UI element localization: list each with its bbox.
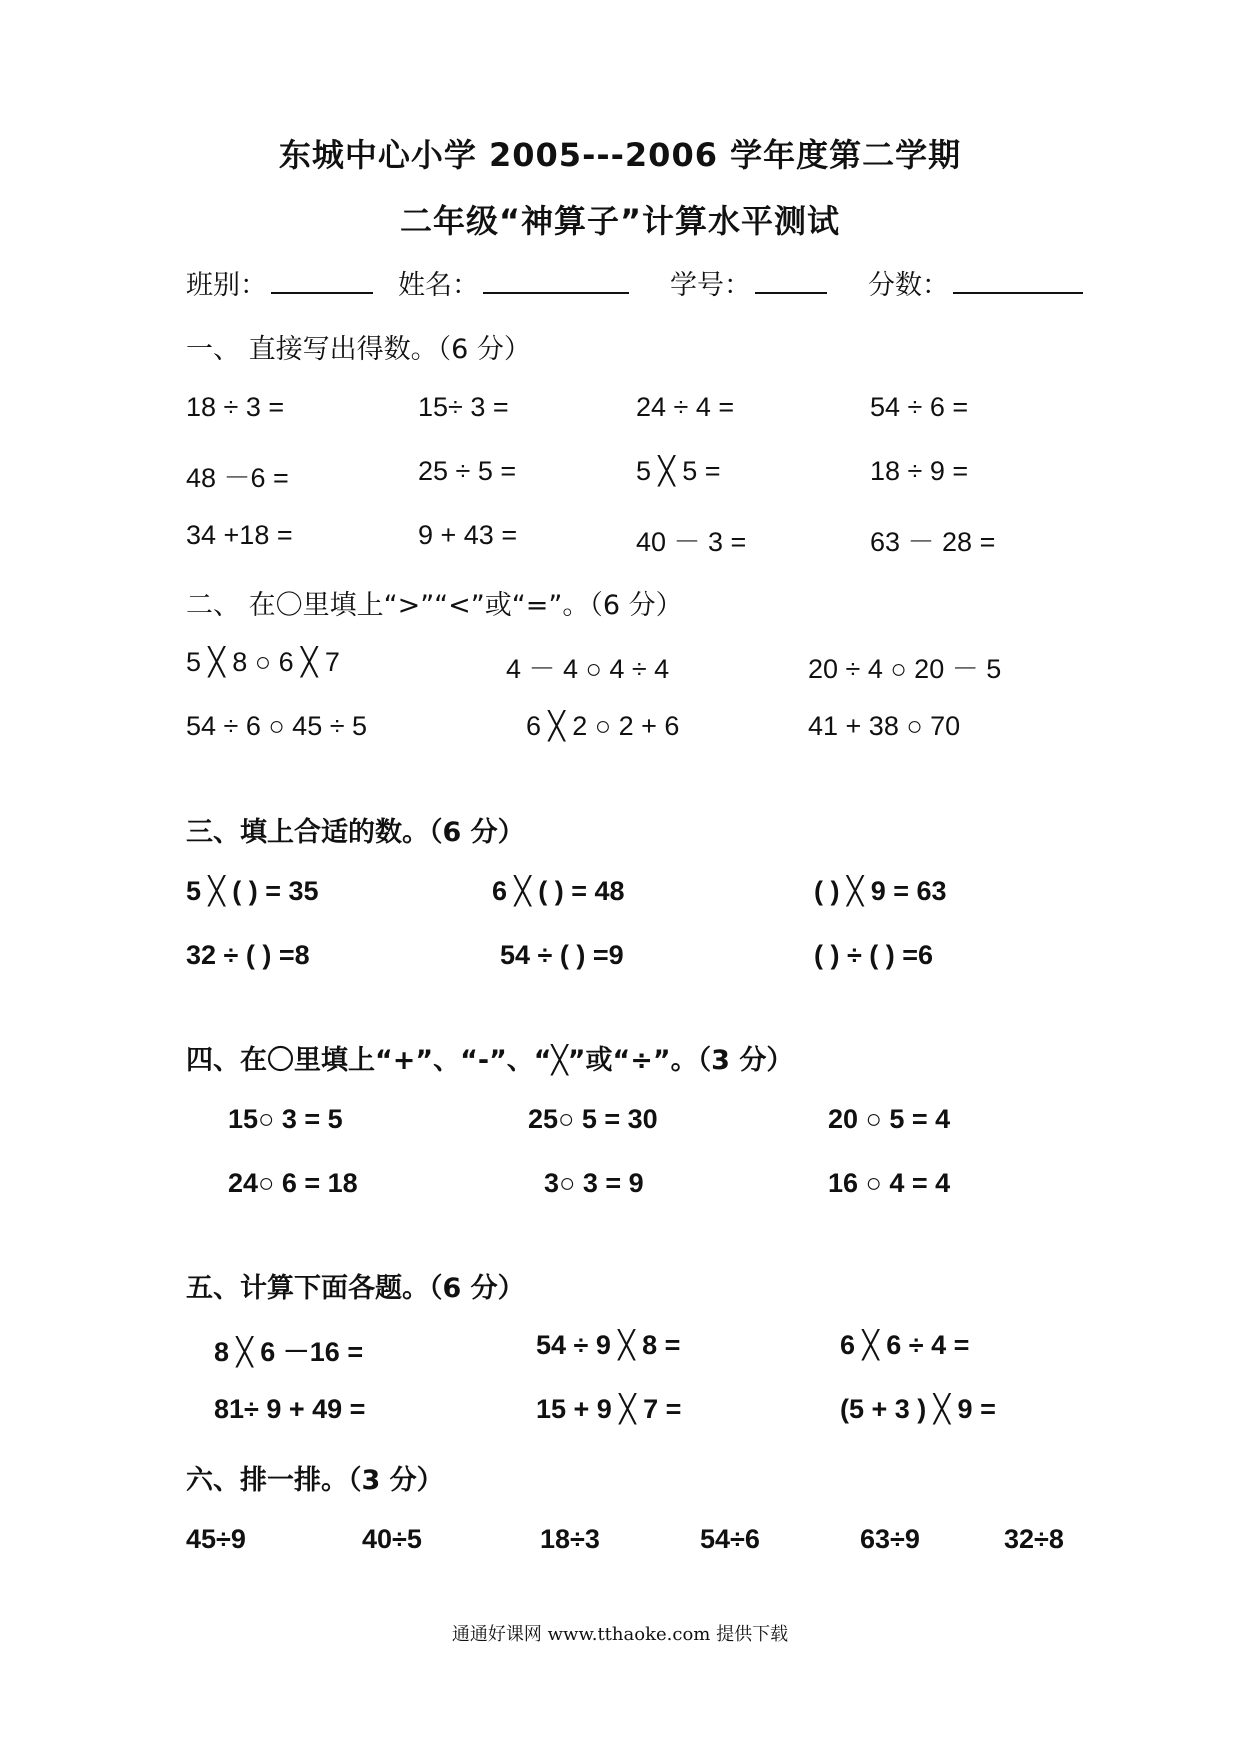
s5-problem: 15 + 9 ╳ 7 = <box>536 1394 682 1424</box>
section-5-heading: 五、计算下面各题。（6 分） <box>186 1273 525 1304</box>
score-field <box>868 263 1083 302</box>
s3-problem: ( ) ÷ ( ) =6 <box>814 940 934 970</box>
class-blank[interactable] <box>271 268 373 294</box>
page-title: 东城中心小学 2005---2006 学年度第二学期 <box>278 136 962 174</box>
s1-problem: 18 ÷ 9 = <box>870 456 969 486</box>
s1-problem: 25 ÷ 5 = <box>418 456 517 486</box>
s4-problem: 24○ 6 = 18 <box>228 1168 358 1198</box>
s6-item: 63÷9 <box>860 1524 920 1554</box>
s4-problem: 20 ○ 5 = 4 <box>828 1104 951 1134</box>
s6-item: 18÷3 <box>540 1524 600 1554</box>
s4-problem: 16 ○ 4 = 4 <box>828 1168 951 1198</box>
section-2-heading: 二、 在〇里填上“>”“<”或“=”。（6 分） <box>186 590 683 621</box>
s1-problem: 54 ÷ 6 = <box>870 392 969 422</box>
s1-problem: 40 － 3 = <box>636 527 747 557</box>
s3-problem: 32 ÷ ( ) =8 <box>186 940 310 970</box>
s3-problem: ( ) ╳ 9 = 63 <box>814 876 947 906</box>
s3-problem: 5 ╳ ( ) = 35 <box>186 876 319 906</box>
s5-problem: 8 ╳ 6 －16 = <box>214 1337 364 1367</box>
score-blank[interactable] <box>953 268 1083 294</box>
score-label: 分数： <box>868 270 949 301</box>
name-field <box>398 263 629 302</box>
s6-item: 45÷9 <box>186 1524 246 1554</box>
s6-item: 40÷5 <box>362 1524 422 1554</box>
name-label: 姓名： <box>398 270 479 301</box>
class-label: 班别： <box>186 270 267 301</box>
s2-problem: 41 + 38 ○ 70 <box>808 711 961 741</box>
footer-credit: 通通好课网 www.tthaoke.com 提供下载 <box>451 1624 789 1645</box>
s1-problem: 5 ╳ 5 = <box>636 456 721 486</box>
s4-problem: 25○ 5 = 30 <box>528 1104 658 1134</box>
s5-problem: 6 ╳ 6 ÷ 4 = <box>840 1330 970 1360</box>
s5-problem: 81÷ 9 + 49 = <box>214 1394 366 1424</box>
s1-problem: 18 ÷ 3 = <box>186 392 285 422</box>
number-blank[interactable] <box>755 268 827 294</box>
section-1-heading: 一、 直接写出得数。（6 分） <box>186 334 531 365</box>
s3-problem: 54 ÷ ( ) =9 <box>500 940 624 970</box>
s1-problem: 63 － 28 = <box>870 527 996 557</box>
s4-problem: 3○ 3 = 9 <box>544 1168 644 1198</box>
s2-problem: 5 ╳ 8 ○ 6 ╳ 7 <box>186 647 340 677</box>
s1-problem: 9 + 43 = <box>418 520 518 550</box>
s2-problem: 6 ╳ 2 ○ 2 + 6 <box>526 711 680 741</box>
section-4-heading: 四、在〇里填上“+”、“-”、“╳”或“÷”。（3 分） <box>186 1045 794 1076</box>
s2-problem: 4 － 4 ○ 4 ÷ 4 <box>506 654 670 684</box>
s1-problem: 24 ÷ 4 = <box>636 392 735 422</box>
s1-problem: 34 +18 = <box>186 520 293 550</box>
s1-problem: 15÷ 3 = <box>418 392 509 422</box>
s1-problem: 48 －6 = <box>186 463 289 493</box>
section-3-heading: 三、填上合适的数。（6 分） <box>186 817 525 848</box>
s6-item: 32÷8 <box>1004 1524 1064 1554</box>
s6-item: 54÷6 <box>700 1524 760 1554</box>
s2-problem: 54 ÷ 6 ○ 45 ÷ 5 <box>186 711 368 741</box>
name-blank[interactable] <box>483 268 629 294</box>
s3-problem: 6 ╳ ( ) = 48 <box>492 876 625 906</box>
s5-problem: 54 ÷ 9 ╳ 8 = <box>536 1330 681 1360</box>
number-label: 学号： <box>670 270 751 301</box>
number-field <box>670 263 827 302</box>
s2-problem: 20 ÷ 4 ○ 20 － 5 <box>808 654 1002 684</box>
s4-problem: 15○ 3 = 5 <box>228 1104 343 1134</box>
class-field <box>186 263 373 302</box>
page-subtitle: 二年级“神算子”计算水平测试 <box>399 202 841 240</box>
section-6-heading: 六、排一排。（3 分） <box>186 1465 444 1496</box>
s5-problem: (5 + 3 ) ╳ 9 = <box>840 1394 996 1424</box>
